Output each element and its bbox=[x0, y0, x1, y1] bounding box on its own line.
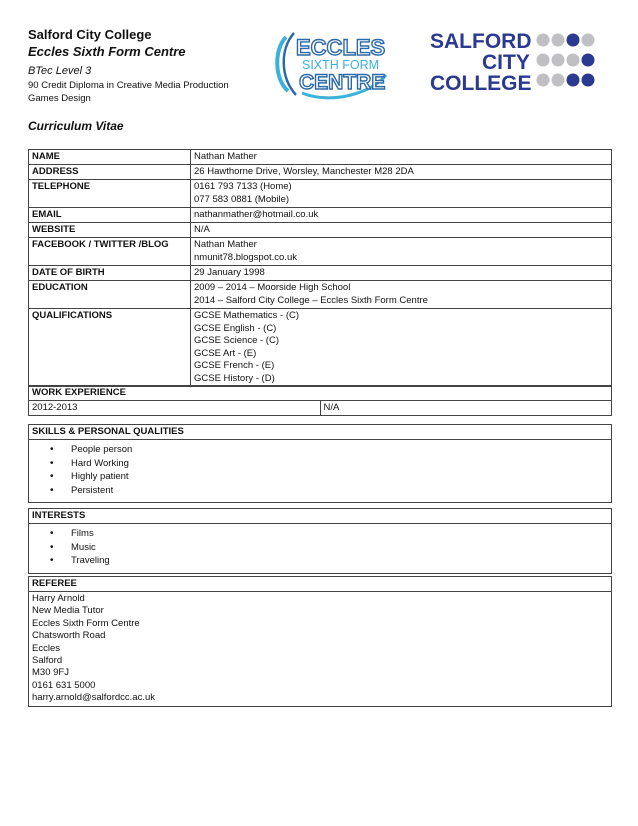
qualification-item: GCSE French - (E) bbox=[194, 360, 275, 371]
interests-label: INTERESTS bbox=[29, 509, 612, 524]
diploma-title: 90 Credit Diploma in Creative Media Production bbox=[28, 80, 229, 91]
website-value: N/A bbox=[191, 223, 612, 238]
referee-label: REFEREE bbox=[29, 577, 612, 592]
email-label: EMAIL bbox=[29, 208, 191, 223]
social-blog: nmunit78.blogspot.co.uk bbox=[194, 251, 297, 263]
list-item: • Traveling bbox=[32, 554, 608, 568]
eccles-logo-line3: CENTRE bbox=[299, 71, 386, 94]
salford-logo-line2: CITY bbox=[482, 51, 530, 74]
referee-email: harry.arnold@salfordcc.ac.uk bbox=[32, 692, 155, 704]
work-value: N/A bbox=[320, 401, 612, 416]
skills-list-cell bbox=[29, 440, 612, 503]
referee-table bbox=[28, 576, 612, 707]
logo-dots-icon bbox=[537, 34, 595, 87]
course-name: Games Design bbox=[28, 93, 91, 104]
skills-label: SKILLS & PERSONAL QUALITIES bbox=[29, 425, 612, 440]
table-row bbox=[29, 524, 612, 574]
interests-list bbox=[32, 527, 608, 568]
skills-table bbox=[28, 424, 612, 503]
list-item: • Music bbox=[32, 541, 608, 555]
list-item: • Hard Working bbox=[32, 457, 608, 471]
email-value: nathanmather@hotmail.co.uk bbox=[191, 208, 612, 223]
education-label: EDUCATION bbox=[29, 281, 191, 309]
education-item: 2009 – 2014 – Moorside High School bbox=[194, 282, 351, 293]
social-value bbox=[191, 238, 612, 266]
referee-address-line: Eccles Sixth Form Centre bbox=[32, 617, 140, 629]
eccles-logo-line2: SIXTH FORM bbox=[302, 58, 380, 72]
table-row bbox=[29, 440, 612, 503]
referee-title: New Media Tutor bbox=[32, 605, 104, 617]
eccles-logo-line1: ECCLES bbox=[296, 35, 386, 60]
qualification-item: GCSE English - (C) bbox=[194, 322, 277, 334]
address-value: 26 Hawthorne Drive, Worsley, Manchester M28 2DA bbox=[191, 165, 612, 180]
telephone-mobile: 077 583 0881 (Mobile) bbox=[194, 193, 290, 205]
telephone-home: 0161 793 7133 (Home) bbox=[194, 181, 292, 192]
personal-details-table bbox=[28, 149, 612, 387]
centre-name: Eccles Sixth Form Centre bbox=[28, 44, 186, 59]
table-row bbox=[29, 577, 612, 592]
table-row bbox=[29, 208, 612, 223]
referee-postcode: M30 9FJ bbox=[32, 667, 69, 679]
telephone-value bbox=[191, 180, 612, 208]
qualifications-label: QUALIFICATIONS bbox=[29, 309, 191, 387]
interests-table bbox=[28, 508, 612, 574]
salford-logo-line3: COLLEGE bbox=[430, 72, 532, 92]
referee-details bbox=[29, 592, 612, 707]
referee-address-line: Salford bbox=[32, 655, 63, 667]
social-name: Nathan Mather bbox=[194, 239, 257, 250]
table-row bbox=[29, 309, 612, 387]
qualifications-value bbox=[191, 309, 612, 387]
interests-list-cell bbox=[29, 524, 612, 574]
education-item: 2014 – Salford City College – Eccles Sixth Form Centre bbox=[194, 294, 428, 306]
course-level: BTec Level 3 bbox=[28, 65, 92, 77]
qualification-item: GCSE Mathematics - (C) bbox=[194, 310, 300, 321]
table-row bbox=[29, 401, 612, 416]
dob-value: 29 January 1998 bbox=[191, 266, 612, 281]
telephone-label: TELEPHONE bbox=[29, 180, 191, 208]
table-row bbox=[29, 165, 612, 180]
table-row bbox=[29, 386, 612, 401]
table-row bbox=[29, 223, 612, 238]
qualification-item: GCSE Art - (E) bbox=[194, 347, 257, 359]
list-item: • People person bbox=[32, 443, 608, 457]
table-row bbox=[29, 150, 612, 165]
table-row bbox=[29, 238, 612, 266]
table-row bbox=[29, 281, 612, 309]
name-value: Nathan Mather bbox=[191, 150, 612, 165]
education-value bbox=[191, 281, 612, 309]
qualification-item: GCSE History - (D) bbox=[194, 372, 275, 384]
cv-title: Curriculum Vitae bbox=[28, 119, 124, 133]
eccles-sixth-form-logo bbox=[272, 27, 390, 101]
dob-label: DATE OF BIRTH bbox=[29, 266, 191, 281]
work-experience-label: WORK EXPERIENCE bbox=[29, 386, 612, 401]
website-label: WEBSITE bbox=[29, 223, 191, 238]
table-row bbox=[29, 425, 612, 440]
name-label: NAME bbox=[29, 150, 191, 165]
work-experience-table bbox=[28, 385, 612, 416]
referee-name: Harry Arnold bbox=[32, 593, 85, 604]
qualification-item: GCSE Science - (C) bbox=[194, 335, 279, 346]
referee-address-line: Chatsworth Road bbox=[32, 630, 106, 642]
social-label: FACEBOOK / TWITTER /BLOG bbox=[29, 238, 191, 266]
college-name: Salford City College bbox=[28, 27, 152, 42]
list-item: • Persistent bbox=[32, 484, 608, 498]
work-years: 2012-2013 bbox=[29, 401, 321, 416]
skills-list bbox=[32, 443, 608, 497]
table-row bbox=[29, 592, 612, 707]
referee-address-line: Eccles bbox=[32, 642, 60, 654]
table-row bbox=[29, 266, 612, 281]
list-item: • Highly patient bbox=[32, 470, 608, 484]
referee-phone: 0161 631 5000 bbox=[32, 679, 96, 691]
salford-logo-line1: SALFORD bbox=[430, 30, 532, 53]
table-row bbox=[29, 509, 612, 524]
list-item: • Films bbox=[32, 527, 608, 541]
address-label: ADDRESS bbox=[29, 165, 191, 180]
salford-city-college-logo bbox=[430, 28, 612, 92]
table-row bbox=[29, 180, 612, 208]
